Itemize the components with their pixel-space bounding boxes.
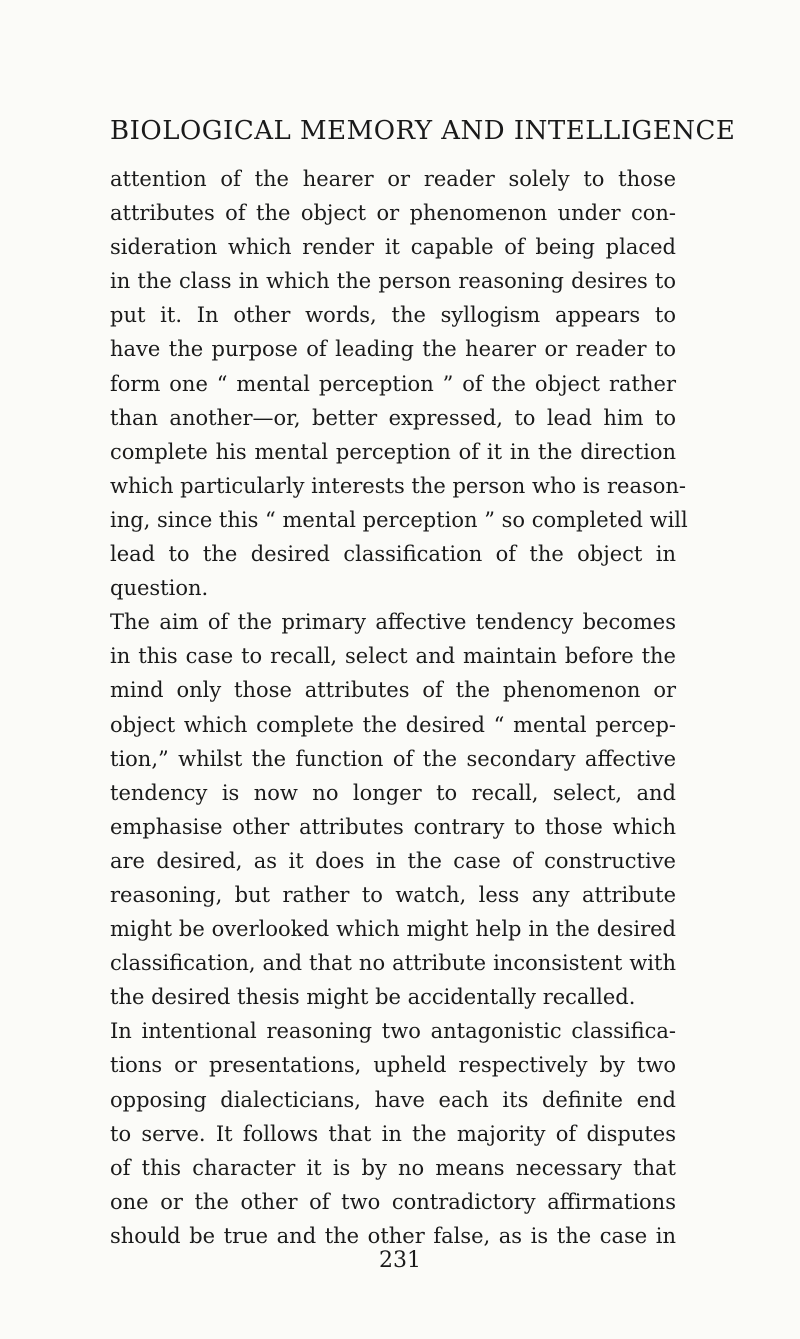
body-text: [110, 162, 688, 1253]
text-line: ing, since this “ mental perception ” so completed will: [110, 507, 688, 532]
text-line: of this character it is by no means necessary that: [110, 1155, 676, 1180]
text-line: in this case to recall, select and maintain before the: [110, 644, 676, 669]
text-line: complete his mental perception of it in the direction: [110, 439, 676, 464]
paragraph-end-line: question.: [110, 576, 209, 601]
text-line: tion,” whilst the function of the secondary affective: [110, 746, 676, 771]
text-line: lead to the desired classification of the object in: [110, 542, 676, 567]
text-line: are desired, as it does in the case of constructive: [110, 848, 676, 873]
text-line: put it. In other words, the syllogism appears to: [110, 303, 676, 328]
paragraph-start-line: In intentional reasoning two antagonistic classifica-: [110, 1019, 676, 1044]
text-line: emphasise other attributes contrary to those which: [110, 814, 676, 839]
paragraph-start-line: The aim of the primary affective tendency becomes: [110, 610, 676, 635]
text-line: one or the other of two contradictory affirmations: [110, 1189, 676, 1214]
text-line: should be true and the other false, as is the case in: [110, 1223, 676, 1248]
text-line: have the purpose of leading the hearer or reader to: [110, 337, 676, 362]
text-line: might be overlooked which might help in the desired: [110, 917, 676, 942]
text-line: to serve. It follows that in the majority of disputes: [110, 1121, 676, 1146]
text-line: than another—or, better expressed, to lead him to: [110, 405, 676, 430]
text-line: in the class in which the person reasoning desires to: [110, 269, 676, 294]
text-line: form one “ mental perception ” of the object rather: [110, 371, 676, 396]
text-line: reasoning, but rather to watch, less any attribute: [110, 882, 676, 907]
text-line: tendency is now no longer to recall, select, and: [110, 780, 676, 805]
text-line: classification, and that no attribute inconsistent with: [110, 951, 676, 976]
text-line: object which complete the desired “ mental percep-: [110, 712, 676, 737]
page-number: 231: [379, 1248, 421, 1273]
paragraph-end-line: the desired thesis might be accidentally recalled.: [110, 985, 636, 1010]
text-line: which particularly interests the person who is reason-: [110, 473, 687, 498]
text-line: attention of the hearer or reader solely to those: [110, 167, 676, 191]
text-line: tions or presentations, upheld respectively by two: [110, 1053, 676, 1078]
text-line: attributes of the object or phenomenon under con-: [110, 201, 676, 226]
text-line: opposing dialecticians, have each its definite end: [110, 1087, 676, 1112]
running-head: BIOLOGICAL MEMORY AND INTELLIGENCE: [110, 116, 736, 146]
text-line: sideration which render it capable of being placed: [110, 235, 676, 260]
text-line: mind only those attributes of the phenomenon or: [110, 678, 676, 703]
